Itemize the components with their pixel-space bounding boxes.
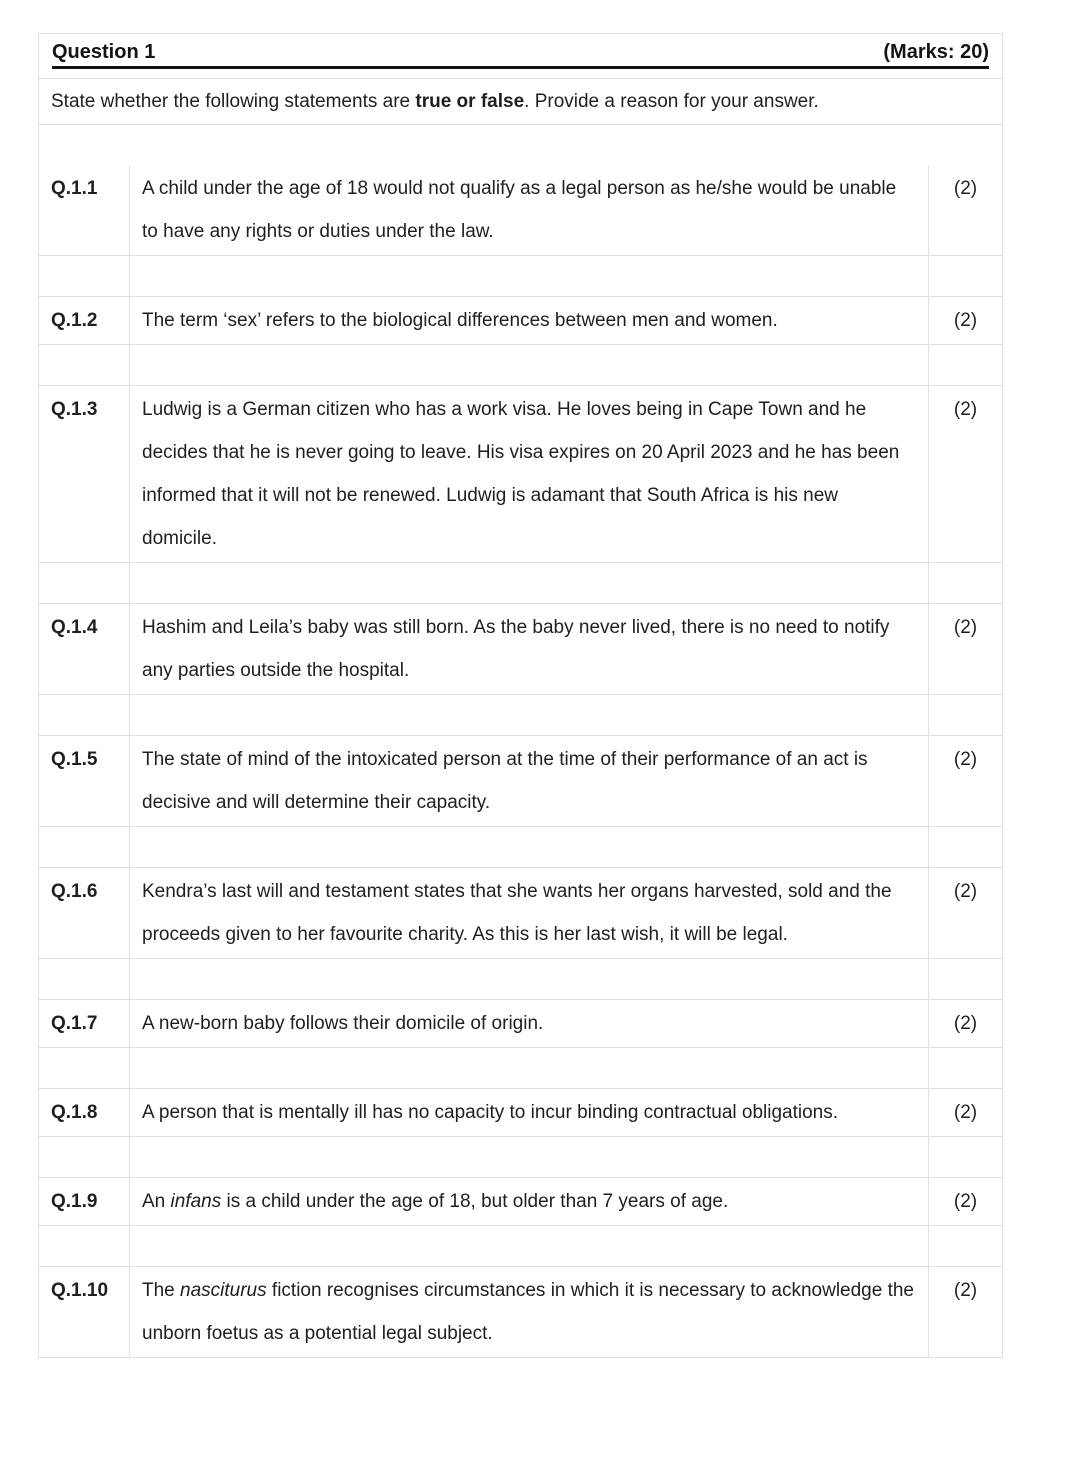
spacer-row bbox=[39, 1225, 1002, 1266]
question-marks: (2) bbox=[953, 749, 978, 770]
question-marks: (2) bbox=[953, 1013, 978, 1034]
question-text: Hashim and Leila’s baby was still born. As the baby never lived, there is no need to notify any parties outside the hospital. bbox=[130, 604, 929, 694]
spacer-row bbox=[39, 1047, 1002, 1088]
question-text: A person that is mentally ill has no capacity to incur binding contractual obligations. bbox=[130, 1089, 929, 1136]
question-heading: Question 1 bbox=[52, 41, 156, 63]
question-text: Kendra’s last will and testament states that she wants her organs harvested, sold and the proceeds given to her favourite charity. As this is her last wish, it will be legal. bbox=[130, 868, 929, 958]
question-row bbox=[39, 165, 1002, 255]
marks-heading: (Marks: 20) bbox=[883, 41, 989, 63]
header-underline bbox=[52, 40, 989, 69]
question-number: Q.1.9 bbox=[39, 1178, 130, 1225]
question-marks: (2) bbox=[953, 1280, 978, 1301]
question-row bbox=[39, 296, 1002, 344]
question-text: The term ‘sex’ refers to the biological differences between men and women. bbox=[130, 297, 929, 344]
header-row bbox=[39, 34, 1002, 78]
blank-row bbox=[39, 124, 1002, 165]
question-number: Q.1.10 bbox=[39, 1267, 130, 1357]
spacer-row bbox=[39, 826, 1002, 867]
question-text: The nasciturus fiction recognises circumstances in which it is necessary to acknowledge the unborn foetus as a potential legal subject. bbox=[130, 1267, 929, 1357]
spacer-row bbox=[39, 958, 1002, 999]
question-row bbox=[39, 603, 1002, 694]
question-number: Q.1.7 bbox=[39, 1000, 130, 1047]
question-number: Q.1.3 bbox=[39, 386, 130, 562]
question-table bbox=[38, 33, 1003, 1358]
intro-text: State whether the following statements are true or false. Provide a reason for your answer. bbox=[51, 91, 819, 112]
document bbox=[38, 33, 1003, 1358]
question-text: An infans is a child under the age of 18, but older than 7 years of age. bbox=[130, 1178, 929, 1225]
question-row bbox=[39, 735, 1002, 826]
question-number: Q.1.1 bbox=[39, 165, 130, 255]
question-text: A new-born baby follows their domicile of origin. bbox=[130, 1000, 929, 1047]
question-marks: (2) bbox=[953, 178, 978, 199]
question-rows bbox=[39, 165, 1002, 1357]
question-row bbox=[39, 385, 1002, 562]
question-text: A child under the age of 18 would not qualify as a legal person as he/she would be unable to have any rights or duties under the law. bbox=[130, 165, 929, 255]
question-row bbox=[39, 1177, 1002, 1225]
question-row bbox=[39, 867, 1002, 958]
question-row bbox=[39, 999, 1002, 1047]
question-marks: (2) bbox=[953, 1191, 978, 1212]
question-text: Ludwig is a German citizen who has a work visa. He loves being in Cape Town and he decides that he is never going to leave. His visa expires on 20 April 2023 and he has been informed that it will not be renewed. Ludwig is adamant that South Africa is his new domicile. bbox=[130, 386, 929, 562]
question-number: Q.1.6 bbox=[39, 868, 130, 958]
question-marks: (2) bbox=[953, 310, 978, 331]
spacer-row bbox=[39, 694, 1002, 735]
spacer-row bbox=[39, 255, 1002, 296]
question-number: Q.1.5 bbox=[39, 736, 130, 826]
question-marks: (2) bbox=[953, 617, 978, 638]
question-row bbox=[39, 1088, 1002, 1136]
question-number: Q.1.2 bbox=[39, 297, 130, 344]
question-marks: (2) bbox=[953, 399, 978, 420]
intro-row bbox=[39, 78, 1002, 124]
question-text: The state of mind of the intoxicated person at the time of their performance of an act is decisive and will determine their capacity. bbox=[130, 736, 929, 826]
spacer-row bbox=[39, 1136, 1002, 1177]
question-number: Q.1.8 bbox=[39, 1089, 130, 1136]
question-marks: (2) bbox=[953, 1102, 978, 1123]
question-marks: (2) bbox=[953, 881, 978, 902]
spacer-row bbox=[39, 344, 1002, 385]
spacer-row bbox=[39, 562, 1002, 603]
question-number: Q.1.4 bbox=[39, 604, 130, 694]
question-row bbox=[39, 1266, 1002, 1357]
